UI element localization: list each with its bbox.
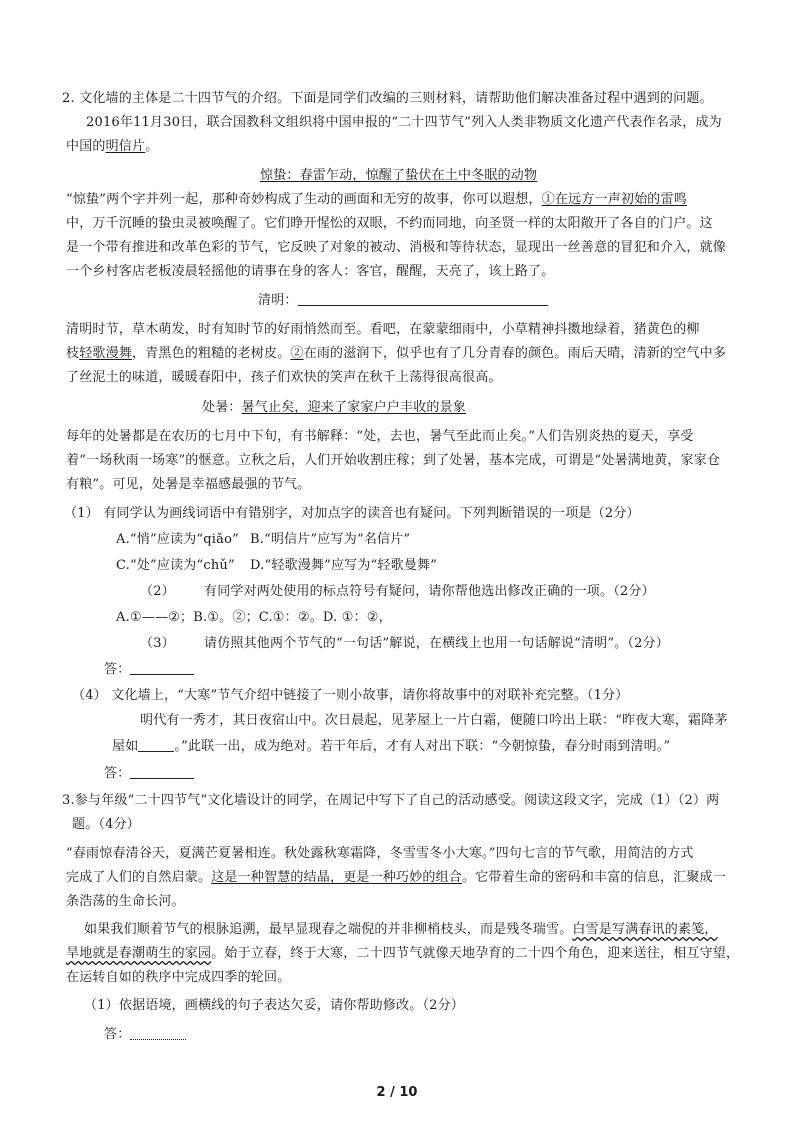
qingming-answer-blank[interactable]: [298, 291, 548, 306]
q3-intro-line-1: 3.参与年级“二十四节气”文化墙设计的同学，在周记中写下了自己的活动感受。阅读这段文字，完成（1）（2）两: [62, 793, 720, 808]
q2-sub3-number: （3）: [140, 636, 175, 651]
q2-sub4-story-2: 屋如 。”此联一出，成为绝对。若干年后，才有人对出下联：“今朝惊蛰，春分时雨到清明。”: [112, 739, 671, 754]
jingzhe-line-3: 是一个带有推进和改革色彩的节气，它反映了对象的被动、消极和等待状态，显现出一丝善意的冒犯和介入，就像: [66, 240, 727, 255]
q2-sub4-story-1: 明代有一秀才，其日夜宿山中。次日晨起，见茅屋上一片白霜，便随口吟出上联：“昨夜大寒，霜降茅: [140, 713, 728, 728]
q3-p1-line-3: 条浩荡的生命长河。: [66, 894, 185, 909]
qingming-line-1: 清明时节，草木萌发，时有知时节的好雨悄然而至。看吧，在蒙蒙细雨中，小草精神抖擞地绿着，猪黄色的柳: [66, 322, 700, 337]
underlined-term-dance: 轻歌漫舞: [79, 346, 133, 361]
q3-wavy-sentence-part-1: 白雪是写满春讯的素笺，: [572, 922, 718, 937]
q2-sub1-option-d: D.“轻歌漫舞”应写为“轻歌曼舞”: [250, 558, 438, 573]
chushu-title: 处暑：暑气止矣，迎来了家家户户丰收的景象: [202, 400, 467, 415]
q2-sub4-stem: （4） 文化墙上，“大寒”节气介绍中链接了一则小故事，请你将故事中的对联补充完整。（1分）: [72, 688, 629, 703]
q2-sub1-option-c: C.“处”应读为“chǔ”: [116, 558, 235, 573]
q2-sub3-answer: 答：: [104, 660, 194, 680]
q3-p1-line-1: “春雨惊春清谷天，夏满芒夏暑相连。秋处露秋寒霜降，冬雪雪冬小大寒。”四句七言的节气歌，用简洁的方式: [66, 846, 694, 861]
q2-sub4-answer-blank[interactable]: [130, 764, 194, 779]
q3-p2-line-3: 在运转自如的秩序中完成四季的轮回。: [66, 970, 291, 985]
q2-news-line-2: 中国的明信片。: [66, 139, 159, 154]
page-number: 2 / 10: [376, 1085, 418, 1100]
qingming-line-3: 了丝泥土的味道，暖暖春阳中，孩子们欢快的笑声在秋千上荡得很高很高。: [66, 370, 502, 385]
q2-news-line-1: 2016年11月30日，联合国教科文组织将中国申报的“二十四节气”列入人类非物质文化遗产代表作名录，成为: [86, 115, 722, 130]
q3-wavy-sentence-part-2: 旱地就是春潮萌生的家园: [66, 946, 212, 961]
q3-intro-line-2: 题。（4分）: [72, 817, 140, 832]
q3-p2-line-1: 如果我们顺着节气的根脉追溯，最早显现春之端倪的并非柳梢枝头，而是残冬瑞雪。白雪是写满春讯的素笺，: [84, 922, 718, 937]
punct-mark-2: ②: [290, 346, 304, 361]
qingming-line-2: 枝轻歌漫舞，青黑色的粗糙的老树皮。②在雨的滋润下，似乎也有了几分青春的颜色。雨后天晴，清新的空气中多: [66, 346, 727, 361]
jingzhe-line-1: “惊蛰”两个字并列一起，那种奇妙构成了生动的画面和无穷的故事，你可以遐想，①在远方一声初始的雷鸣: [66, 192, 687, 207]
qingming-title: 清明：: [258, 291, 548, 311]
q2-sub1-option-b: B.“明信片”应写为“名信片”: [250, 532, 411, 547]
q3-sub1-answer-blank[interactable]: [130, 1025, 186, 1040]
chushu-line-3: 有粮”。可见，处暑是幸福感最强的节气。: [66, 477, 311, 492]
q2-sub1-stem: （1） 有同学认为画线词语中有错别字，对加点字的读音也有疑问。下列判断错误的一项是（2分）: [64, 506, 640, 521]
underlined-term-postcard: 明信片: [105, 139, 146, 154]
q2-sub1-option-a: A.“悄”应读为“qiǎo”: [116, 532, 239, 547]
q2-sub2-options: A.①——②；B.①。②；C.①：②。D. ①：②，: [116, 610, 392, 625]
chushu-line-1: 每年的处暑都是在农历的七月中下旬，有书解释：“处，去也，暑气至此而止矣。”人们告别炎热的夏天，享受: [66, 429, 694, 444]
q2-sub3-stem: 请仿照其他两个节气的“一句话”解说，在横线上也用一句话解说“清明”。（2分）: [204, 636, 669, 651]
q2-sub2-number: （2）: [140, 584, 175, 599]
chushu-line-2: 着“一场秋雨一场寒”的惬意。立秋之后，人们开始收割庄稼；到了处暑，基本完成，可谓是“处暑满地黄，家家仓: [66, 453, 721, 468]
jingzhe-line-4: 一个乡村客店老板凌晨轻摇他的请事在身的客人：客官，醒醒，天亮了，该上路了。: [66, 264, 555, 279]
q2-sub4-answer: 答：: [104, 764, 194, 784]
q3-sub1-stem: （1）依据语境，画横线的句子表达欠妥，请你帮助修改。（2分）: [84, 998, 465, 1013]
couplet-fill-blank[interactable]: [138, 737, 174, 752]
q2-sub2-stem: 有同学对两处使用的标点符号有疑问，请你帮他选出修改正确的一项。（2分）: [204, 584, 655, 599]
q3-sub1-answer: 答：: [104, 1025, 186, 1045]
q3-p1-line-2: 完成了人们的自然启蒙。这是一种智慧的结晶，更是一种巧妙的组合。它带着生命的密码和丰富的信息，汇聚成一: [66, 870, 727, 885]
q2-intro: 2. 文化墙的主体是二十四节气的介绍。下面是同学们改编的三则材料，请帮助他们解决准备过程中遇到的问题。: [62, 91, 713, 106]
q2-sub3-answer-blank[interactable]: [130, 660, 194, 675]
punct-mark-1-segment: ①在远方一声初始的雷鸣: [541, 192, 687, 207]
q3-underlined-sentence: 这是一种智慧的结晶，更是一种巧妙的组合: [211, 870, 463, 885]
q3-p2-line-2: 旱地就是春潮萌生的家园。始于立春，终于大寒，二十四节气就像天地孕育的二十四个角色，迎来送往，相互守望，: [66, 946, 740, 961]
jingzhe-title: 惊蛰：春雷乍动，惊醒了蛰伏在土中冬眠的动物: [260, 168, 538, 183]
jingzhe-line-2: 中，万千沉睡的蛰虫灵被唤醒了。它们睁开惺忪的双眼，不约而同地，向圣贤一样的太阳敞开了各自的门户。这: [66, 216, 713, 231]
